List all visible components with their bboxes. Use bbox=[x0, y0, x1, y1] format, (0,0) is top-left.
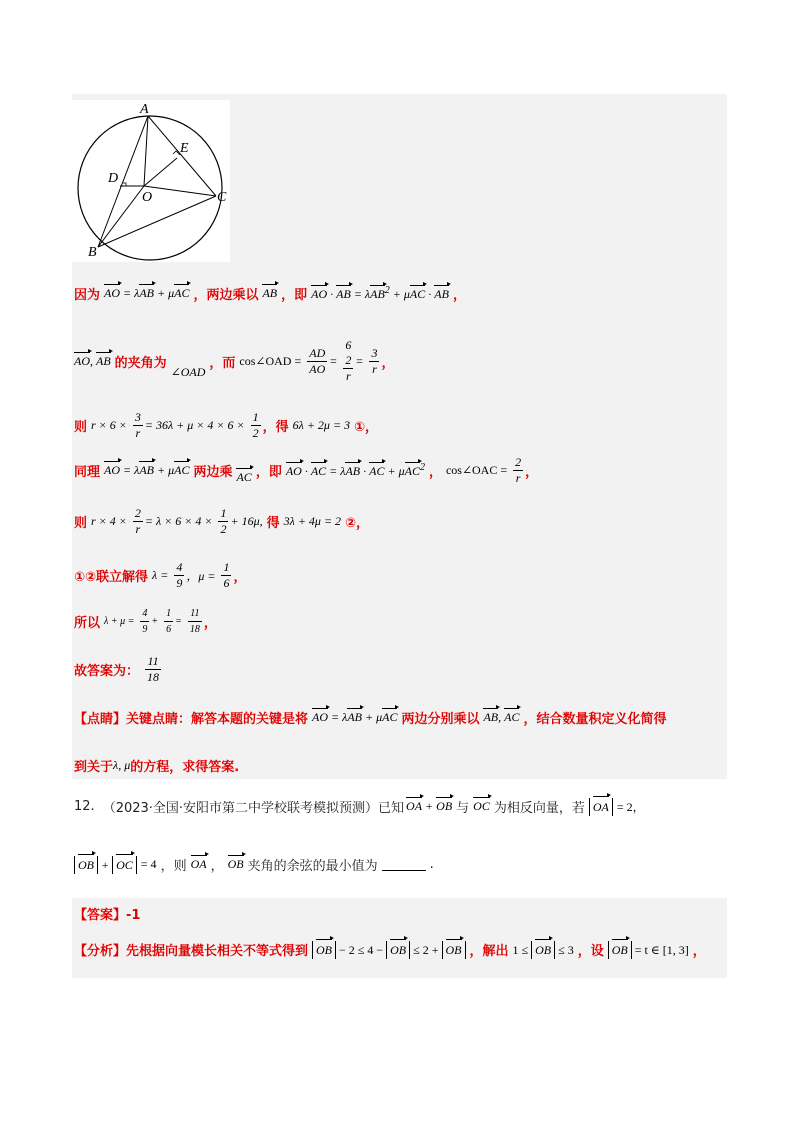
math-expr: + 16μ, bbox=[230, 514, 263, 528]
math-expr: AB, AC bbox=[483, 710, 520, 724]
fraction: $\frac{4}{9}$ bbox=[176, 560, 183, 590]
fraction: $\frac{3}{r}$ bbox=[134, 410, 141, 440]
text: ，即 bbox=[255, 465, 282, 480]
solution-line-6 bbox=[74, 560, 250, 591]
text: 的方程，求得答案. bbox=[130, 760, 240, 775]
math-expr: = 36λ + μ × 4 × 6 × bbox=[144, 418, 245, 432]
math-expr: = 4 bbox=[140, 857, 157, 871]
text: 【点睛】关键点睛：解答本题的关键是将 bbox=[74, 712, 309, 727]
math-expr: ∠OAD bbox=[170, 364, 206, 379]
math-expr: AO = λAB + μAC bbox=[104, 286, 190, 300]
text: 则 bbox=[74, 516, 88, 531]
text: 的夹角为 bbox=[114, 355, 167, 371]
math-expr: = bbox=[329, 353, 338, 368]
text: ①②联立解得 bbox=[74, 570, 149, 585]
math-expr: = bbox=[355, 353, 364, 368]
math-expr: OA bbox=[589, 798, 613, 816]
text: 所以 bbox=[74, 616, 101, 631]
solution-line-3 bbox=[74, 410, 382, 441]
text: ， bbox=[525, 465, 539, 480]
math-expr: OB = t ∈ [1, 3] bbox=[608, 941, 689, 959]
text: 到关于 bbox=[74, 760, 114, 775]
math-expr: = λ × 6 × 4 × bbox=[144, 514, 213, 528]
math-expr: OB bbox=[227, 857, 244, 871]
fraction: $\frac{4}{9}$ bbox=[142, 608, 148, 635]
text: ， bbox=[381, 355, 395, 371]
text: 两边分别乘以 bbox=[401, 712, 480, 727]
solution-line-1 bbox=[74, 284, 470, 303]
solution-line-7 bbox=[74, 606, 221, 637]
math-expr: λ, μ bbox=[113, 758, 131, 772]
label-C: C bbox=[217, 190, 227, 205]
problem-text: 夹角的余弦的最小值为 bbox=[247, 859, 378, 874]
label-E: E bbox=[180, 141, 189, 156]
math-expr: r × 6 × bbox=[91, 418, 127, 432]
answer-line bbox=[74, 904, 144, 923]
text: ，结合数量积定义化简得 bbox=[523, 712, 667, 727]
solution-line-5 bbox=[74, 506, 373, 537]
text: ，得 bbox=[262, 420, 289, 435]
tip-line-2 bbox=[74, 756, 243, 775]
fraction: $\frac{2}{r}$ bbox=[134, 506, 141, 536]
text: ，即 bbox=[281, 288, 308, 303]
fraction: 6 2 r bbox=[345, 338, 352, 383]
math-expr: OB − 2 ≤ 4 − OB ≤ 2 + OB bbox=[312, 941, 465, 959]
solution-line-4 bbox=[74, 455, 542, 486]
math-expr: λ = bbox=[152, 568, 169, 582]
solution-line-8 bbox=[74, 654, 163, 685]
text: ，解出 bbox=[469, 944, 509, 959]
math-expr: AO, AB bbox=[74, 353, 111, 368]
math-expr: OA bbox=[190, 857, 207, 871]
text: ②， bbox=[345, 516, 370, 531]
text: ，而 bbox=[209, 355, 236, 371]
fraction: $\frac{1}{2}$ bbox=[220, 506, 227, 536]
problem-text: ，则 bbox=[160, 859, 187, 874]
label-A: A bbox=[140, 102, 149, 117]
text: 同理 bbox=[74, 465, 101, 480]
problem-number: 12. bbox=[74, 799, 95, 814]
answer-label: 【答案】-1 bbox=[74, 908, 141, 923]
math-expr: AO = λAB + μAC bbox=[104, 463, 190, 477]
math-expr: AO · AB = λAB$^2$ + μAC · AB bbox=[311, 285, 449, 301]
text: ， bbox=[452, 288, 466, 303]
math-expr: cos∠OAC = bbox=[445, 463, 508, 477]
math-expr: 1 ≤ OB ≤ 3 bbox=[512, 942, 574, 957]
problem-text: ， bbox=[210, 859, 224, 874]
final-answer: $\frac{11}{18}$ bbox=[147, 654, 160, 684]
text: ，设 bbox=[577, 944, 604, 959]
math-expr: = bbox=[175, 616, 182, 627]
problem-text: . bbox=[429, 857, 434, 872]
analysis-line bbox=[74, 940, 710, 959]
text: 得 bbox=[266, 516, 280, 531]
fraction: $\frac{11}{18}$ bbox=[189, 608, 200, 635]
problem-12-line-2 bbox=[74, 855, 438, 874]
text: ，两边乘以 bbox=[193, 288, 259, 303]
text: 因为 bbox=[74, 288, 101, 303]
fraction: $\frac{3}{r}$ bbox=[371, 345, 378, 376]
problem-text: 与 bbox=[456, 801, 470, 816]
math-expr: r × 4 × bbox=[91, 514, 127, 528]
math-expr: cos∠OAD = bbox=[239, 353, 302, 368]
math-expr: AB bbox=[262, 286, 278, 300]
text: ①， bbox=[354, 420, 379, 435]
fraction: $\frac{1}{2}$ bbox=[252, 410, 259, 440]
text: ， bbox=[203, 616, 217, 631]
problem-text: （2023·全国·安阳市第二中学校联考模拟预测）已知 bbox=[102, 801, 405, 816]
math-expr: OA + OB bbox=[406, 799, 453, 813]
math-expr: ，μ = bbox=[186, 569, 216, 583]
math-expr: λ + μ = bbox=[104, 616, 135, 627]
math-expr: OB + OC bbox=[74, 856, 137, 874]
geometry-diagram bbox=[72, 100, 230, 262]
text: ， bbox=[428, 465, 442, 480]
math-expr: 3λ + 4μ = 2 bbox=[283, 514, 342, 528]
text: ， bbox=[233, 570, 247, 585]
math-expr: AC bbox=[236, 470, 252, 484]
solution-line-2 bbox=[74, 338, 398, 384]
math-expr: AO = λAB + μAC bbox=[312, 710, 398, 724]
fraction: $\frac{1}{6}$ bbox=[223, 560, 230, 590]
label-D: D bbox=[108, 171, 119, 186]
problem-text: 为相反向量，若 bbox=[493, 801, 585, 816]
circle-figure bbox=[72, 100, 230, 262]
problem-12-line-1 bbox=[74, 797, 649, 816]
fraction: $\frac{AD}{AO}$ bbox=[309, 345, 326, 376]
math-expr: OC bbox=[473, 799, 490, 813]
math-expr: + bbox=[151, 616, 159, 627]
text: 则 bbox=[74, 420, 88, 435]
label-O: O bbox=[142, 190, 153, 205]
math-expr: 6λ + 2μ = 3 bbox=[292, 418, 351, 432]
label-B: B bbox=[88, 245, 97, 260]
text: ， bbox=[692, 944, 706, 959]
text: 【分析】先根据向量模长相关不等式得到 bbox=[74, 944, 309, 959]
fraction: $\frac{1}{6}$ bbox=[166, 608, 172, 635]
text: 故答案为： bbox=[74, 664, 140, 679]
text: 两边乘 bbox=[193, 465, 233, 480]
fraction: $\frac{2}{r}$ bbox=[515, 455, 522, 485]
answer-blank bbox=[382, 858, 426, 871]
tip-line-1 bbox=[74, 708, 671, 727]
math-expr: AO · AC = λAB · AC + μAC$^2$ bbox=[285, 462, 425, 478]
math-expr: = 2， bbox=[616, 800, 645, 814]
